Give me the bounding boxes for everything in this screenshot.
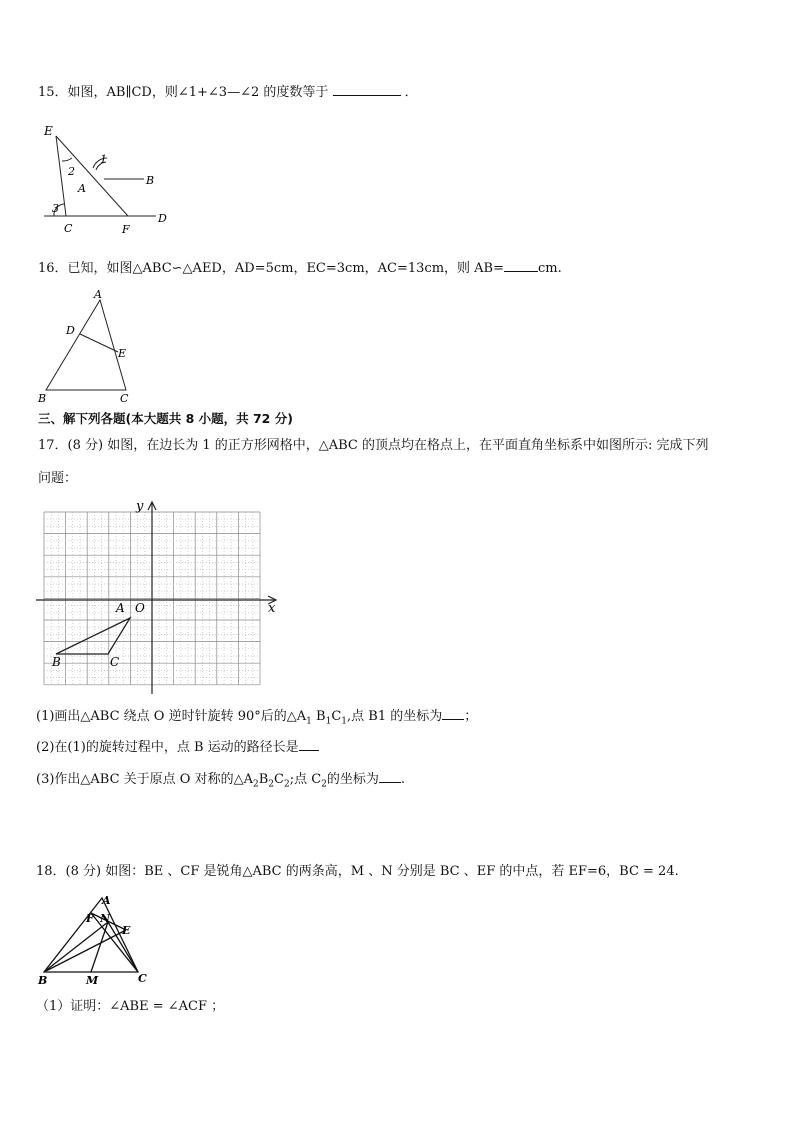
q18-figure — [34, 892, 164, 992]
q17-part1-text-d: ,点 B1 的坐标为 — [347, 709, 443, 724]
q17-part3-sub1: 2 — [252, 779, 259, 790]
q18-text: 18．(8 分) 如图：BE 、CF 是锐角△ABC 的两条高，M 、N 分别是 BC 、EF 的中点，若 EF=6，BC = 24. — [36, 864, 679, 879]
q16-label-B: B — [38, 392, 47, 405]
q17-label-A: A — [116, 601, 125, 615]
q15-text — [38, 83, 418, 102]
q17-part3-sub3: 2 — [283, 779, 290, 790]
q18-label-F: F — [86, 912, 94, 925]
q17-part3-text-b: B — [258, 772, 269, 787]
q17-part3-text-c: C — [274, 772, 284, 787]
q17-part1-text-c: C — [331, 709, 342, 724]
q17-part3-text-a: (3)作出△ABC 关于原点 O 对称的△A — [36, 772, 253, 787]
q15-label-2: 2 — [68, 165, 75, 178]
q17-part3-sub4: 2 — [321, 779, 327, 790]
q17-part3-answer-blank[interactable] — [379, 770, 401, 783]
q17-line2: 问题： — [38, 471, 78, 486]
q17-grid-figure — [34, 498, 284, 698]
q15-end: ． — [404, 85, 418, 100]
q15-label-A: A — [78, 182, 86, 195]
q15-label-3: 3 — [52, 202, 59, 215]
q17-label-y: y — [136, 499, 144, 514]
q16-answer-blank[interactable] — [504, 259, 538, 272]
section-3-heading: 三、解下列各题(本大题共 8 小题，共 72 分) — [38, 411, 293, 426]
q18-label-E: E — [122, 924, 131, 937]
q17-part1-text-e: ； — [464, 709, 478, 724]
q15-stem: 15．如图，AB∥CD，则∠1+∠3—∠2 的度数等于 — [38, 85, 329, 100]
q17-part1-sub3: 1 — [341, 716, 348, 727]
q17-part3-sub2: 2 — [268, 779, 275, 790]
q17-label-C: C — [110, 655, 120, 669]
q16-stem: 16．已知，如图△ABC∽△AED，AD=5cm，EC=3cm，AC=13cm，则 AB= — [38, 261, 504, 276]
q17-part1-text-a: (1)画出△ABC 绕点 O 逆时针旋转 90°后的△A — [36, 709, 307, 724]
q15-label-C: C — [64, 222, 73, 235]
q16-label-D: D — [66, 324, 75, 337]
q17-line1: 17．(8 分) 如图，在边长为 1 的正方形网格中，△ABC 的顶点均在格点上，在平面直角坐标系中如图所示: 完成下列 — [38, 438, 709, 453]
q18-label-N: N — [100, 912, 111, 925]
q17-part1-sub2: 1 — [325, 716, 332, 727]
q17-label-x: x — [268, 601, 276, 616]
q16-text — [38, 259, 562, 278]
q15-figure — [36, 118, 176, 238]
q17-part1-answer-blank[interactable] — [442, 707, 464, 720]
q18-label-A: A — [102, 894, 111, 907]
q15-answer-blank[interactable] — [333, 83, 401, 96]
q16-unit: cm. — [538, 261, 562, 276]
q16-label-A: A — [94, 288, 102, 301]
q16-figure — [34, 286, 144, 406]
q17-part2-answer-blank[interactable] — [299, 738, 319, 751]
q17-part3-text-f: . — [400, 772, 406, 787]
q17-label-B: B — [52, 655, 61, 669]
q16-label-E: E — [118, 347, 127, 360]
q16-label-C: C — [120, 392, 129, 405]
q17-part1 — [36, 707, 477, 731]
q17-part3-text-d: ;点 C — [289, 772, 322, 787]
q18-label-M: M — [86, 974, 99, 987]
q17-label-O: O — [135, 601, 145, 615]
q15-label-D: D — [158, 212, 167, 225]
q18-label-B: B — [38, 974, 48, 987]
q18-part1: （1）证明：∠ABE = ∠ACF ； — [36, 999, 225, 1014]
q15-label-E: E — [44, 124, 53, 138]
q15-label-F: F — [122, 223, 130, 236]
q17-part3 — [36, 770, 405, 794]
q15-label-1: 1 — [100, 153, 107, 166]
q18-label-C: C — [138, 972, 147, 985]
q17-part3-text-e: 的坐标为 — [326, 772, 379, 787]
q15-label-B: B — [146, 174, 155, 187]
q17-part2-text: (2)在(1)的旋转过程中，点 B 运动的路径长是 — [36, 740, 299, 755]
q17-part1-sub1: 1 — [306, 716, 312, 727]
q17-part2 — [36, 738, 319, 757]
q17-part1-text-b: B — [311, 709, 326, 724]
